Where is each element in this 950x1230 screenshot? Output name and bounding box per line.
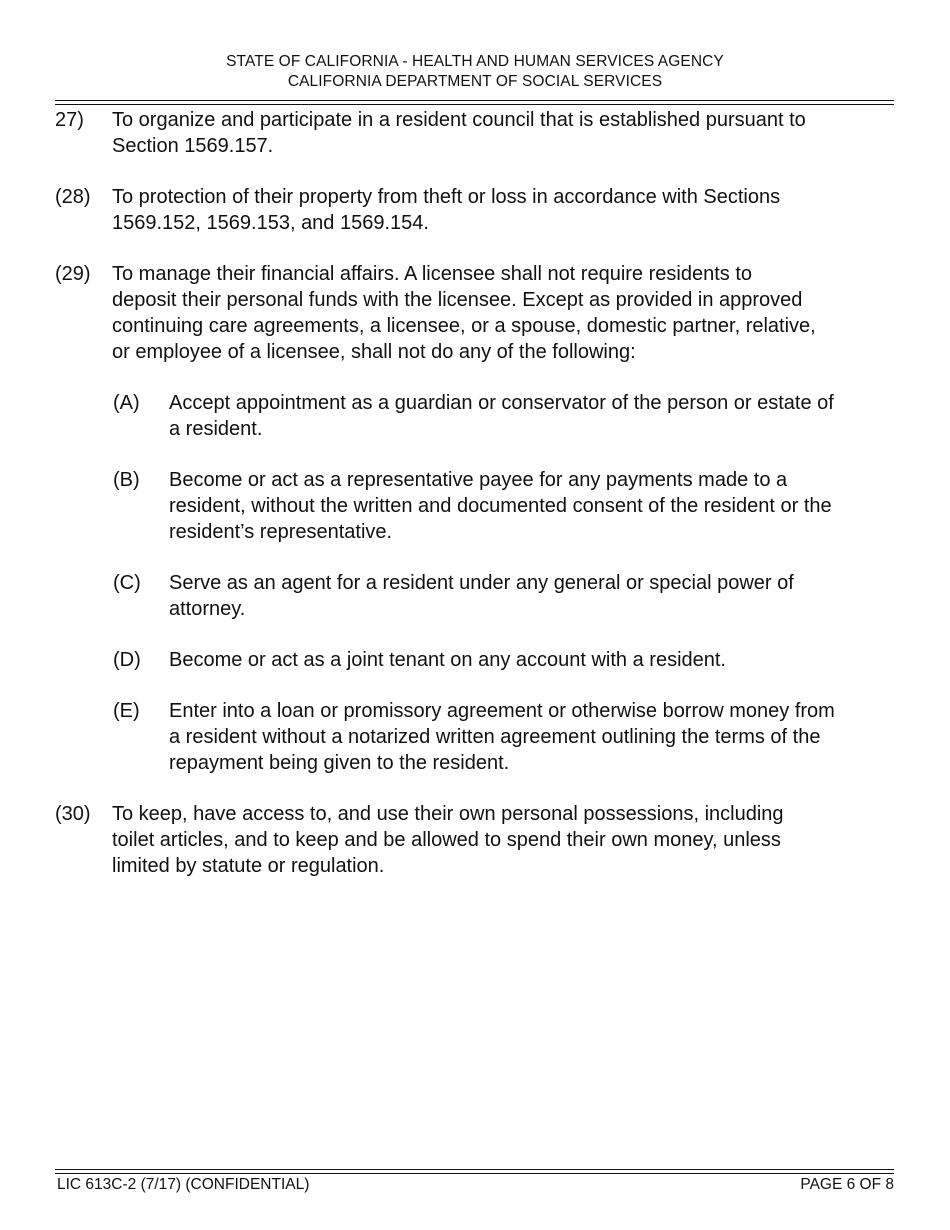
form-identifier: LIC 613C-2 (7/17) (CONFIDENTIAL)	[57, 1176, 310, 1193]
header-rule	[55, 100, 894, 101]
subitem-letter: (E)	[113, 700, 140, 722]
subitem-letter: (A)	[113, 392, 140, 414]
item-number: 27)	[55, 109, 84, 131]
page-header	[0, 52, 950, 92]
text-line: toilet articles, and to keep and be allowed to spend their own money, unless	[112, 829, 781, 851]
sub-list-item	[0, 390, 950, 442]
text-line: To manage their financial affairs. A licensee shall not require residents to	[112, 263, 752, 285]
header-rule	[55, 104, 894, 105]
subitem-text	[169, 647, 895, 673]
item-text	[112, 801, 894, 879]
list-item	[0, 184, 950, 236]
text-line: To organize and participate in a resident council that is established pursuant to	[112, 109, 806, 131]
item-number: (29)	[55, 263, 91, 285]
text-line: Enter into a loan or promissory agreement or otherwise borrow money from	[169, 700, 835, 722]
list-item	[0, 107, 950, 159]
document-body	[0, 107, 950, 904]
sub-list-item	[0, 647, 950, 673]
text-line: a resident.	[169, 418, 263, 440]
footer-rule	[55, 1169, 894, 1170]
text-line: To keep, have access to, and use their own personal possessions, including	[112, 803, 784, 825]
subitem-text	[169, 467, 895, 545]
text-line: resident’s representative.	[169, 521, 393, 543]
text-line: a resident without a notarized written agreement outlining the terms of the	[169, 726, 821, 748]
subitem-letter: (C)	[113, 572, 141, 594]
sub-list-item	[0, 698, 950, 776]
subitem-text	[169, 570, 895, 622]
list-item	[0, 801, 950, 879]
item-text	[112, 107, 894, 159]
footer-rule	[55, 1173, 894, 1174]
header-department: CALIFORNIA DEPARTMENT OF SOCIAL SERVICES	[287, 73, 663, 90]
subitem-text	[169, 698, 895, 776]
text-line: limited by statute or regulation.	[112, 855, 385, 877]
subitem-text	[169, 390, 895, 442]
item-text	[112, 184, 894, 236]
text-line: resident, without the written and documented consent of the resident or the	[169, 495, 832, 517]
text-line: or employee of a licensee, shall not do any of the following:	[112, 341, 636, 363]
list-item	[0, 261, 950, 365]
item-text	[112, 261, 894, 365]
text-line: deposit their personal funds with the licensee. Except as provided in approved	[112, 289, 803, 311]
item-number: (30)	[55, 803, 91, 825]
text-line: Serve as an agent for a resident under any general or special power of	[169, 572, 794, 594]
text-line: To protection of their property from theft or loss in accordance with Sections	[112, 186, 781, 208]
text-line: Section 1569.157.	[112, 135, 274, 157]
text-line: continuing care agreements, a licensee, or a spouse, domestic partner, relative,	[112, 315, 816, 337]
sub-list-item	[0, 467, 950, 545]
text-line: Become or act as a representative payee for any payments made to a	[169, 469, 788, 491]
header-agency: STATE OF CALIFORNIA - HEALTH AND HUMAN SERVICES AGENCY	[226, 53, 724, 70]
item-number: (28)	[55, 186, 91, 208]
sub-list-item	[0, 570, 950, 622]
text-line: Become or act as a joint tenant on any account with a resident.	[169, 649, 726, 671]
page-number: PAGE 6 OF 8	[800, 1176, 894, 1193]
text-line: repayment being given to the resident.	[169, 752, 510, 774]
text-line: Accept appointment as a guardian or conservator of the person or estate of	[169, 392, 834, 414]
text-line: attorney.	[169, 598, 246, 620]
subitem-letter: (D)	[113, 649, 141, 671]
text-line: 1569.152, 1569.153, and 1569.154.	[112, 212, 429, 234]
subitem-letter: (B)	[113, 469, 140, 491]
